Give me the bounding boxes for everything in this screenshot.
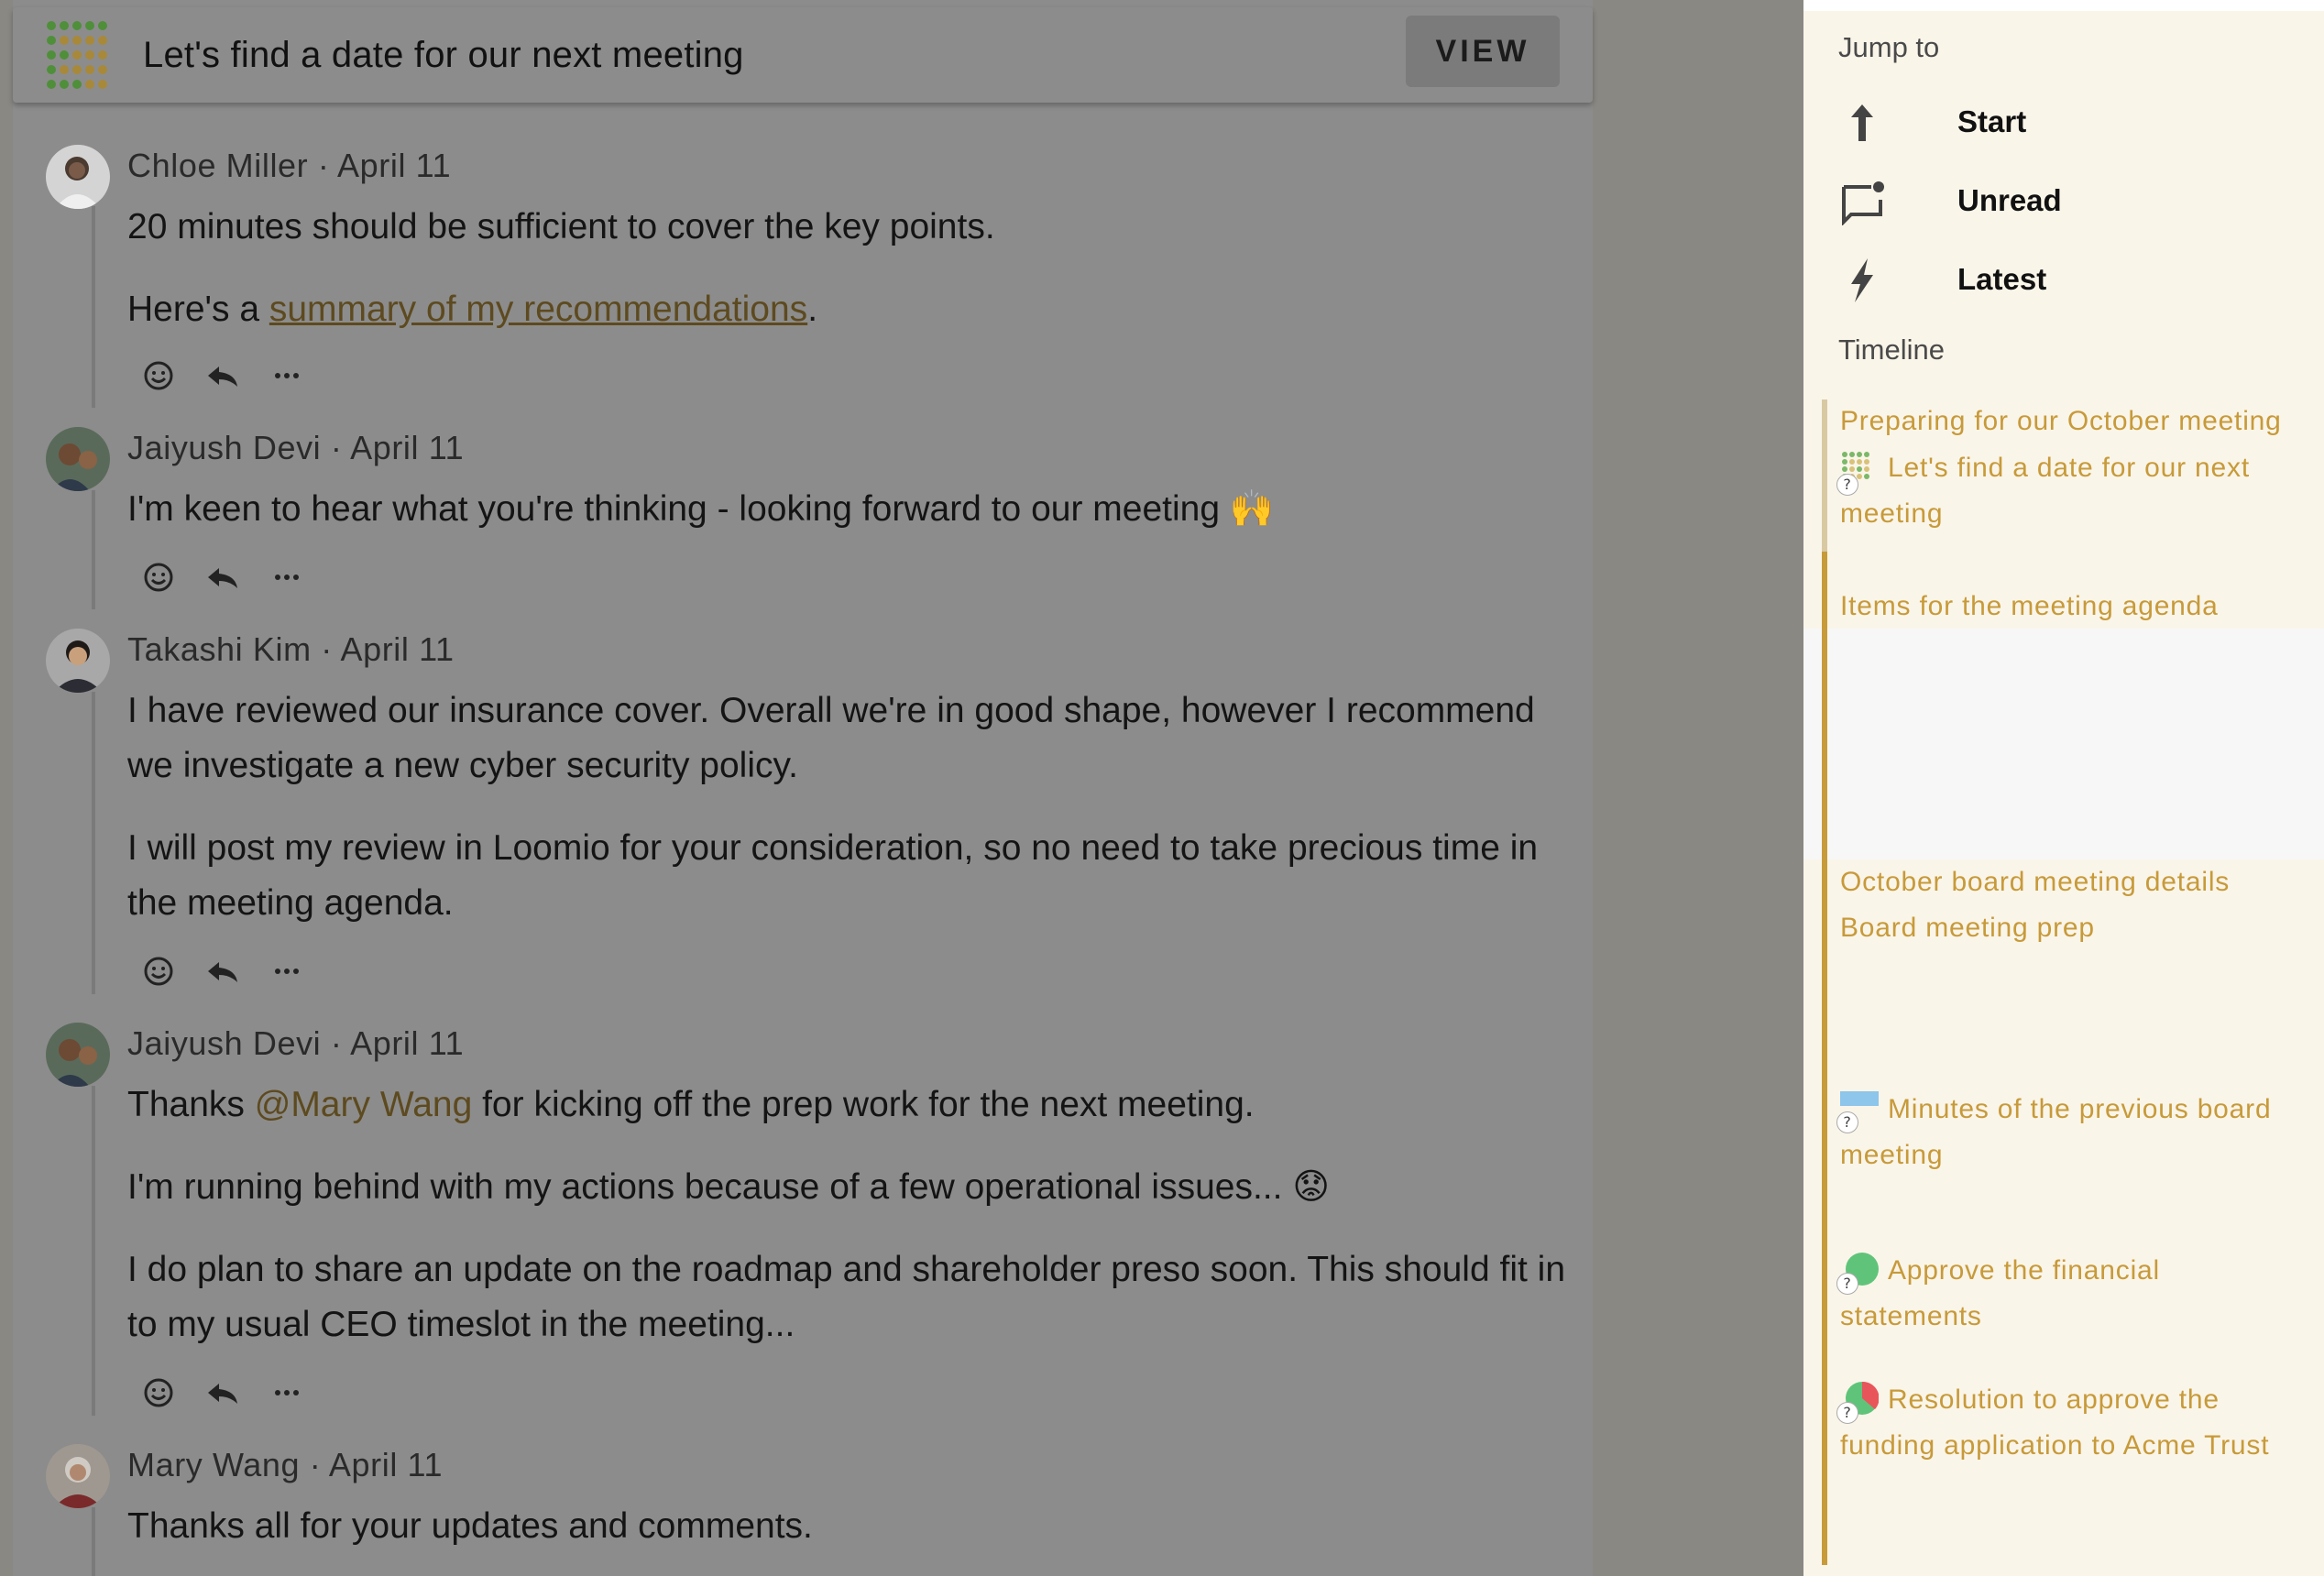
avatar[interactable] — [46, 629, 110, 693]
timeline-rail-read — [1822, 399, 1827, 552]
text-span: Here's a — [127, 290, 269, 329]
thread-line — [92, 490, 95, 609]
unknown-vote-icon: ? — [1836, 1402, 1858, 1424]
reply-icon[interactable] — [203, 951, 243, 991]
jump-unread-item[interactable] — [1803, 165, 2324, 238]
view-button[interactable]: VIEW — [1406, 16, 1560, 87]
timeline-item[interactable] — [1840, 445, 2308, 537]
timeline-heading: Timeline — [1838, 334, 1945, 366]
avatar[interactable] — [46, 427, 110, 491]
avatar[interactable] — [46, 1023, 110, 1087]
comment-meta: Chloe Miller · April 11 — [127, 147, 452, 184]
comment-meta: Takashi Kim · April 11 — [127, 630, 455, 668]
user-mention[interactable]: @Mary Wang — [254, 1085, 473, 1124]
jump-item-label: Unread — [1957, 183, 2062, 217]
timeline-item[interactable]: Items for the meeting agenda — [1840, 591, 2219, 621]
comment-text: 20 minutes should be sufficient to cover the key points. — [127, 207, 995, 246]
text-span: Thanks — [127, 1085, 255, 1124]
timeline-vote-icon — [1840, 1382, 1879, 1420]
jump-item-label: Start — [1957, 104, 2027, 138]
jump-start-item[interactable] — [1803, 86, 2324, 159]
comment-text: I have reviewed our insurance cover. Overall we're in good shape, however I recommend we investigate a new cyber security policy. — [127, 691, 1535, 785]
timeline-item[interactable] — [1840, 1248, 2308, 1340]
timeline-rail[interactable] — [1822, 399, 1827, 1565]
thread-line — [92, 1086, 95, 1416]
emoji-react-icon[interactable] — [138, 951, 179, 991]
timeline-document-icon — [1840, 1091, 1879, 1130]
timeline-viewport-window — [1803, 629, 2324, 859]
jump-to-heading: Jump to — [1838, 31, 1940, 63]
comment-text: I will post my review in Loomio for your consideration, so no need to take precious time in the meeting agenda. — [127, 828, 1539, 923]
thread-column — [13, 0, 1593, 1576]
comment-meta: Mary Wang · April 11 — [127, 1446, 444, 1483]
unread-comment-icon — [1838, 178, 1886, 225]
more-options-icon[interactable] — [267, 951, 307, 991]
thread-navigation-sidebar — [1803, 0, 2324, 1576]
jump-latest-item[interactable] — [1803, 244, 2324, 317]
lightning-icon — [1838, 257, 1886, 304]
reply-icon[interactable] — [203, 557, 243, 597]
comment-meta: Jaiyush Devi · April 11 — [127, 1024, 465, 1062]
sidebar-top-strip — [1803, 0, 2324, 11]
reply-icon[interactable] — [203, 356, 243, 396]
timeline-item[interactable]: Board meeting prep — [1840, 913, 2095, 943]
comment-text — [127, 1078, 1575, 1133]
more-options-icon[interactable] — [267, 356, 307, 396]
emoji-react-icon[interactable] — [138, 356, 179, 396]
timeline-item-label: Minutes of the previous board meeting — [1840, 1094, 2272, 1170]
thread-line — [92, 692, 95, 994]
timeline-item[interactable] — [1840, 1087, 2308, 1178]
timeline-item[interactable] — [1840, 1377, 2308, 1469]
timeline-item-label: Approve the financial statements — [1840, 1255, 2160, 1331]
poll-grid-icon — [44, 18, 117, 92]
timeline-item[interactable]: Preparing for our October meeting — [1840, 406, 2282, 436]
thread-line — [92, 206, 95, 408]
comment-meta: Jaiyush Devi · April 11 — [127, 429, 465, 466]
comment-text — [127, 282, 1575, 337]
text-span: . — [807, 290, 818, 329]
comment-text: I do plan to share an update on the roadmap and shareholder preso soon. This should fit in to my usual CEO timeslot in the meeting... — [127, 1250, 1566, 1344]
avatar[interactable] — [46, 1444, 110, 1508]
reply-icon[interactable] — [203, 1373, 243, 1413]
timeline-proposal-icon — [1840, 1253, 1879, 1291]
comment-text: Thanks all for your updates and comments. — [127, 1506, 813, 1546]
comment-text: I'm running behind with my actions because of a few operational issues... 😟 — [127, 1167, 1330, 1207]
thread-title: Let's find a date for our next meeting — [143, 35, 744, 75]
thread-line — [92, 1507, 95, 1576]
timeline-poll-icon — [1840, 450, 1879, 494]
more-options-icon[interactable] — [267, 1373, 307, 1413]
jump-item-label: Latest — [1957, 262, 2047, 296]
unknown-vote-icon: ? — [1836, 474, 1858, 496]
more-options-icon[interactable] — [267, 557, 307, 597]
timeline-item-label: Let's find a date for our next meeting — [1840, 453, 2250, 529]
text-span: for kicking off the prep work for the next meeting. — [472, 1085, 1255, 1124]
emoji-react-icon[interactable] — [138, 1373, 179, 1413]
comment-text: I'm keen to hear what you're thinking - looking forward to our meeting 🙌 — [127, 489, 1275, 529]
timeline-item-label: Resolution to approve the funding application to Acme Trust — [1840, 1384, 2270, 1461]
unknown-vote-icon: ? — [1836, 1111, 1858, 1133]
timeline-item[interactable]: October board meeting details — [1840, 867, 2231, 897]
avatar[interactable] — [46, 145, 110, 209]
recommendations-link[interactable]: summary of my recommendations — [269, 290, 808, 329]
emoji-react-icon[interactable] — [138, 557, 179, 597]
arrow-up-icon — [1838, 99, 1886, 147]
sticky-thread-header — [13, 7, 1593, 103]
unknown-vote-icon: ? — [1836, 1273, 1858, 1295]
